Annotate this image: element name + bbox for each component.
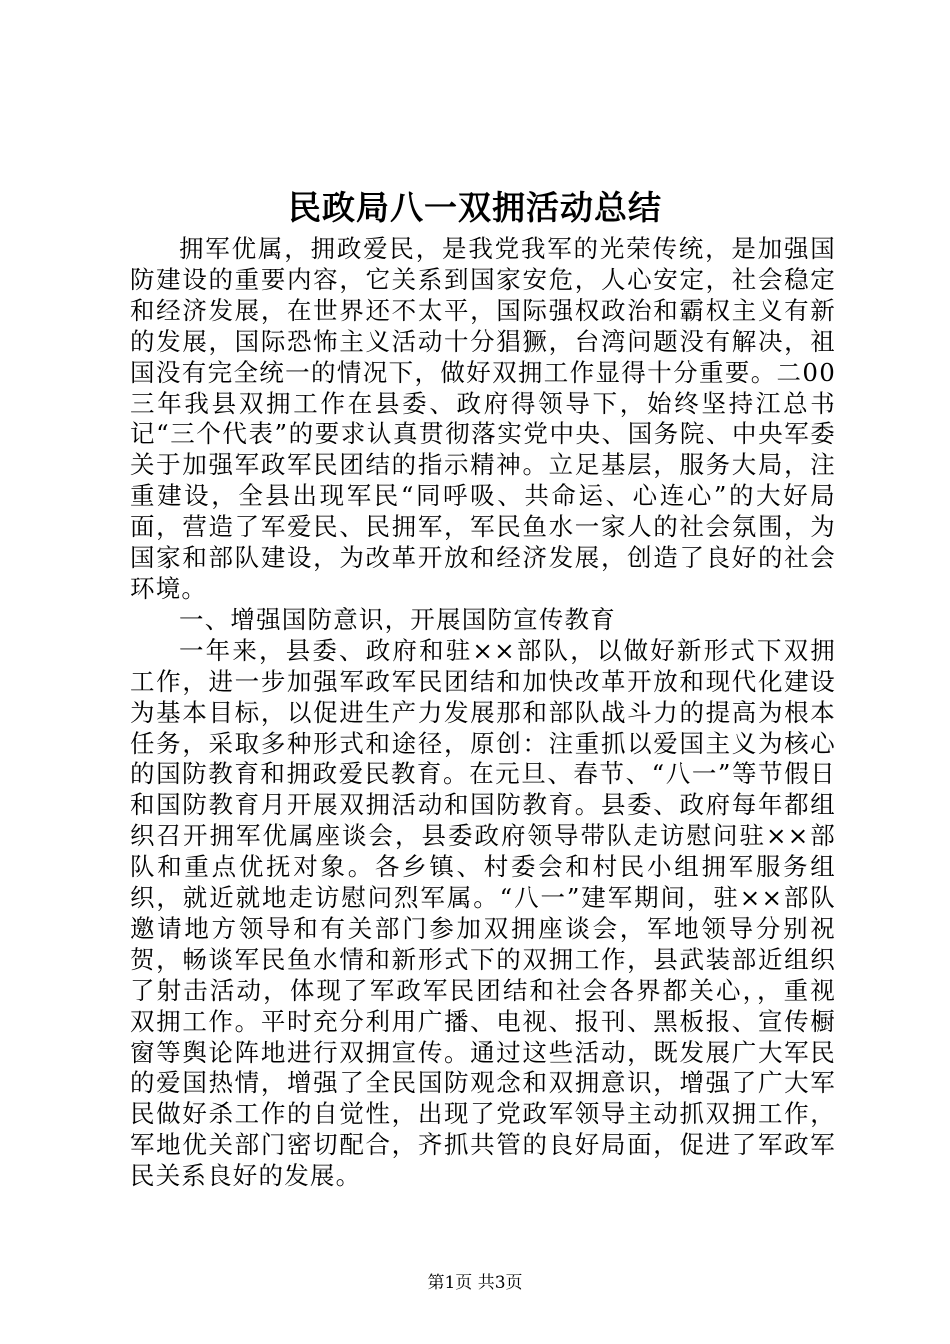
intro-paragraph: 拥军优属，拥政爱民，是我党我军的光荣传统，是加强国防建设的重要内容，它关系到国家安危，人心安定，社会稳定和经济发展，在世界还不太平，国际强权政治和霸权主义有新的发展，国际恐怖主义活动十分猖獗，台湾问题没有解决，祖国没有完全统一的情况下，做好双拥工作显得十分重要。二00三年我县双拥工作在县委、政府得领导下，始终坚持江总书记“三个代表”的要求认真贯彻落实党中央、国务院、中央军委关于加强军政军民团结的指示精神。立足基层，服务大局，注重建设，全县出现军民“同呼吸、共命运、心连心”的大好局面，营造了军爱民、民拥军，军民鱼水一家人的社会氛围，为国家和部队建设，为改革开放和经济发展，创造了良好的社会环境。 — [130, 234, 836, 603]
page-footer: 第1页 共3页 — [427, 1273, 523, 1293]
section-heading: 一、增强国防意识，开展国防宣传教育 — [179, 604, 616, 634]
document-title: 民政局八一双拥活动总结 — [288, 188, 662, 227]
section-paragraph: 一年来，县委、政府和驻××部队，以做好新形式下双拥工作，进一步加强军政军民团结和加快改革开放和现代化建设为基本目标，以促进生产力发展那和部队战斗力的提高为根本任务，采取多种形式和途径，原创：注重抓以爱国主义为核心的国防教育和拥政爱民教育。在元旦、春节、“八一”等节假日和国防教育月开展双拥活动和国防教育。县委、政府每年都组织召开拥军优属座谈会，县委政府领导带队走访慰问驻××部队和重点优抚对象。各乡镇、村委会和村民小组拥军服务组织，就近就地走访慰问烈军属。“八一”建军期间，驻××部队邀请地方领导和有关部门参加双拥座谈会，军地领导分别祝贺，畅谈军民鱼水情和新形式下的双拥工作，县武装部近组织了射击活动，体现了军政军民团结和社会各界都关心，，重视双拥工作。平时充分利用广播、电视、报刊、黑板报、宣传橱窗等舆论阵地进行双拥宣传。通过这些活动，既发展广大军民的爱国热情，增强了全民国防观念和双拥意识，增强了广大军民做好杀工作的自觉性，出现了党政军领导主动抓双拥工作，军地优关部门密切配合，齐抓共管的良好局面，促进了军政军民关系良好的发展。 — [130, 635, 836, 1191]
document-body — [130, 234, 836, 1192]
